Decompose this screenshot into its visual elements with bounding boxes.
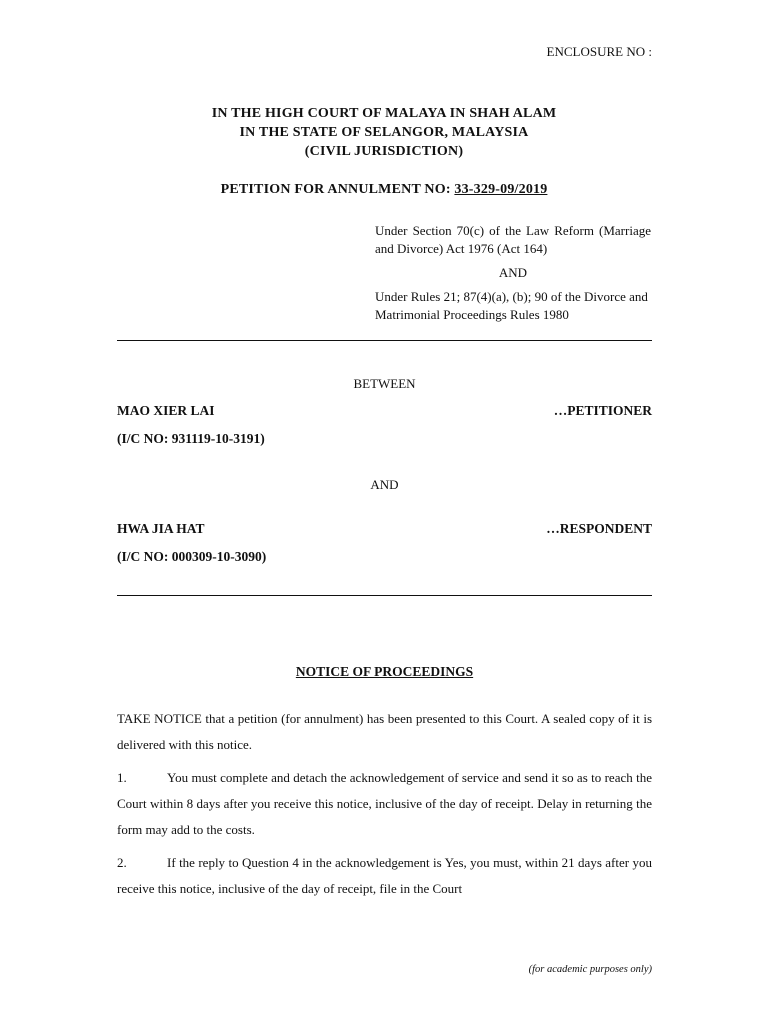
petition-number-heading xyxy=(100,182,668,198)
item-1-number: 1. xyxy=(117,770,127,785)
petition-number: 33-329-09/2019 xyxy=(454,182,548,197)
court-line-1: IN THE HIGH COURT OF MALAYA IN SHAH ALAM xyxy=(211,106,557,121)
and-label: AND xyxy=(370,477,399,492)
statute-and: AND xyxy=(498,265,528,280)
between-label: BETWEEN xyxy=(353,376,416,391)
notice-item-2 xyxy=(117,850,652,902)
divider-bottom xyxy=(117,595,652,596)
item-2-number: 2. xyxy=(117,855,127,870)
petitioner-role: …PETITIONER xyxy=(553,403,652,418)
respondent-name: HWA JIA HAT xyxy=(117,521,205,536)
notice-item-1 xyxy=(117,765,652,843)
respondent-role: …RESPONDENT xyxy=(546,521,652,536)
divider-top xyxy=(117,340,652,341)
petition-label: PETITION FOR ANNULMENT NO: xyxy=(220,182,455,197)
item-2-text: If the reply to Question 4 in the acknowledgement is Yes, you must, within 21 days after you receive this notice, inclusive of the day of receipt, file in the Court xyxy=(117,855,652,896)
respondent-ic: (I/C NO: 000309-10-3090) xyxy=(117,549,267,564)
court-line-3: (CIVIL JURISDICTION) xyxy=(304,144,464,159)
court-line-2: IN THE STATE OF SELANGOR, MALAYSIA xyxy=(239,125,529,140)
item-1-text: You must complete and detach the acknowledgement of service and send it so as to reach the Court within 8 days after you receive this notice, inclusive of the day of receipt. Delay in returning the form may add to the costs. xyxy=(117,770,652,837)
statute-rules: Under Rules 21; 87(4)(a), (b); 90 of the Divorce and Matrimonial Proceedings Rules 1980 xyxy=(375,289,648,322)
enclosure-number: ENCLOSURE NO : xyxy=(546,44,652,59)
statute-section: Under Section 70(c) of the Law Reform (Marriage and Divorce) Act 1976 (Act 164) xyxy=(375,223,651,256)
petitioner-name: MAO XIER LAI xyxy=(117,403,215,418)
notice-intro: TAKE NOTICE that a petition (for annulment) has been presented to this Court. A sealed copy of it is delivered with this notice. xyxy=(117,711,652,752)
footer-note: (for academic purposes only) xyxy=(528,964,652,975)
notice-title: NOTICE OF PROCEEDINGS xyxy=(295,664,474,679)
court-heading xyxy=(100,104,668,161)
petitioner-ic: (I/C NO: 931119-10-3191) xyxy=(117,431,265,446)
